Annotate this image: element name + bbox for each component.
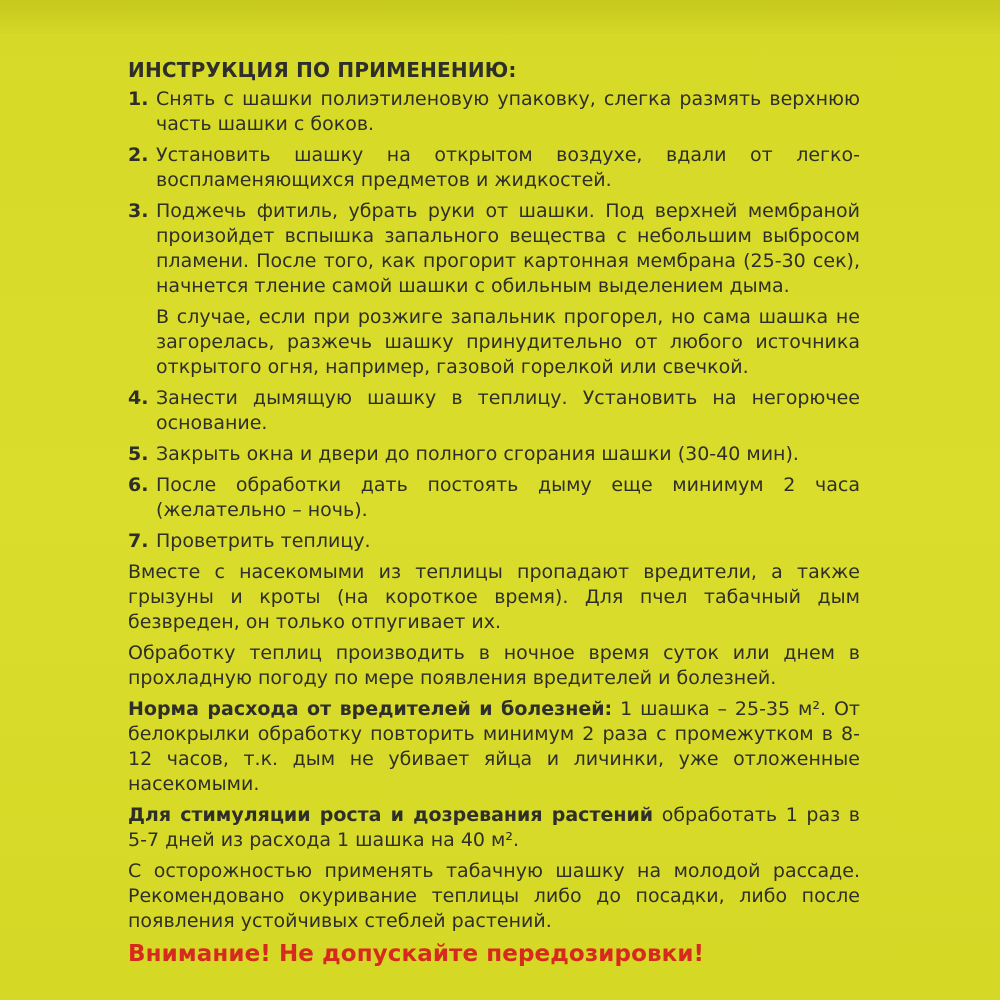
caution-paragraph: С осторожностью применять табачную шашку на молодой рассаде. Рекомендовано окуривание теплицы либо до посадки, либо после появления устойчивых стеблей растений. [128, 860, 860, 932]
step-number: 5. [128, 443, 149, 465]
step-number: 1. [128, 88, 149, 110]
step-3 [128, 199, 860, 299]
step-6 [128, 473, 860, 523]
step-number: 2. [128, 144, 149, 166]
top-edge [0, 0, 1000, 34]
norm-label: Норма расхода от вредителей и болезней: [128, 698, 613, 720]
step-text: Проветрить теплицу. [156, 530, 371, 552]
overdose-warning: Внимание! Не допускайте передозировки! [128, 941, 705, 967]
step-number: 6. [128, 474, 149, 496]
instructions-heading: ИНСТРУКЦИЯ ПО ПРИМЕНЕНИЮ: [128, 58, 517, 82]
norm-value: 1 шашка – 25-35 м². [612, 698, 827, 720]
growth-label: Для стимуляции роста и дозревания растений [128, 804, 654, 826]
step-2 [128, 143, 860, 193]
norm-paragraph [128, 697, 860, 797]
step-text: Установить шашку на открытом воздухе, вдали от легко-воспламеняющихся предметов и жидкостей. [156, 144, 860, 191]
step-5 [128, 442, 860, 467]
step-text: После обработки дать постоять дыму еще минимум 2 часа (желательно – ночь). [156, 474, 860, 521]
step-text: Закрыть окна и двери до полного сгорания шашки (30-40 мин). [156, 443, 799, 465]
instructions-block [128, 58, 860, 940]
step-text: Поджечь фитиль, убрать руки от шашки. Под верхней мембраной произойдет вспышка запального вещества с небольшим выбросом пламени. После того, как прогорит картонная мембрана (25-30 сек), начнется тление самой шашки с обильным выделением дыма. [156, 200, 860, 297]
step-number: 4. [128, 387, 149, 409]
step-number: 7. [128, 530, 149, 552]
growth-paragraph [128, 803, 860, 853]
step-7 [128, 529, 860, 554]
step-4 [128, 386, 860, 436]
step-text: Снять с шашки полиэтиленовую упаковку, слегка размять верхнюю часть шашки с боков. [156, 88, 860, 135]
growth-value: обработать 1 раз в 5-7 дней из расхода 1 шашка на 40 м². [128, 804, 861, 851]
step-3-extra: В случае, если при розжиге запальник прогорел, но сама шашка не загорелась, разжечь шашку принудительно от любого источника открытого огня, например, газовой горелкой или свечкой. [156, 306, 860, 378]
step-1 [128, 87, 860, 137]
step-number: 3. [128, 200, 149, 222]
timing-paragraph: Обработку теплиц производить в ночное время суток или днем в прохладную погоду по мере появления вредителей и болезней. [128, 642, 860, 689]
pests-paragraph: Вместе с насекомыми из теплицы пропадают вредители, а также грызуны и кроты (на короткое время). Для пчел табачный дым безвреден, он только отпугивает их. [128, 561, 860, 633]
whitefly-text: От белокрылки обработку повторить минимум 2 раза с промежутком в 8-12 часов, т.к. дым не убивает яйца и личинки, уже отложенные насекомыми. [128, 698, 860, 795]
step-text: Занести дымящую шашку в теплицу. Установить на негорючее основание. [156, 387, 860, 434]
